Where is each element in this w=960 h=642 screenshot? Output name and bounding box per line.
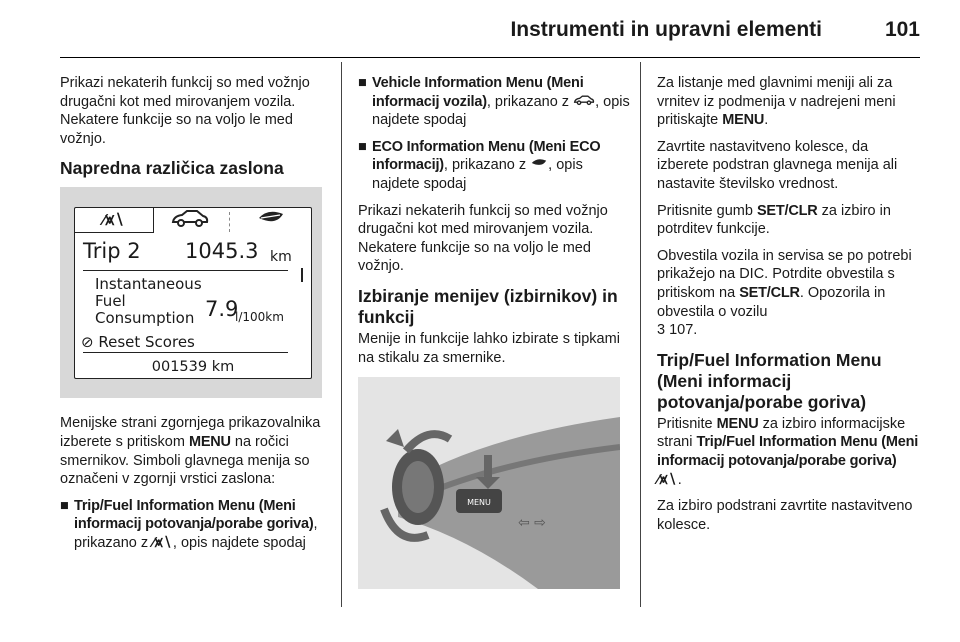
eco-leaf-icon	[530, 157, 548, 173]
page-number: 101	[884, 18, 920, 41]
reset-label: Reset Scores	[98, 333, 195, 352]
trip-value: 1045.3	[185, 239, 259, 264]
tab-divider	[229, 212, 230, 232]
display-line-3: Consumption	[95, 309, 195, 328]
section-heading: Trip/Fuel Information Menu (Meni informacij potovanja/porabe goriva)	[657, 349, 882, 412]
vehicle-icon	[573, 94, 595, 110]
column-1	[60, 74, 332, 561]
odometer: 001539 km	[151, 359, 235, 376]
display-line-2: Fuel	[95, 292, 126, 311]
paragraph: Prikazi nekaterih funkcij so med vožnjo drugačni kot med mirovanjem vozila. Nekatere funkcije so na voljo le med vožnjo.	[358, 202, 608, 275]
intro-paragraph: Prikazi nekaterih funkcij so med vožnjo drugačni kot med mirovanjem vozila. Nekatere funkcije so na voljo le med vožnjo.	[60, 75, 310, 147]
column-3	[657, 74, 921, 542]
trip-label: Trip 2	[83, 239, 141, 264]
paragraph: Pritisnite MENU za izbiro informacijske strani Trip/Fuel Information Menu (Meni informacij potovanja/porabe goriva) ∕⩙∖.	[657, 415, 919, 488]
eco-leaf-icon	[231, 208, 311, 234]
scroll-indicator	[301, 268, 303, 282]
bullet-eco-info: ■ ECO Information Menu (Meni ECO informacij), prikazano z , opis najdete spodaj	[358, 138, 601, 192]
svg-text:⇦ ⇨: ⇦ ⇨	[518, 515, 546, 532]
check-circle-icon: ⊘	[81, 333, 94, 352]
display-illustration	[60, 187, 322, 398]
consumption-unit: l/100km	[235, 310, 284, 325]
paragraph: Menije in funkcije lahko izbirate s tipkami na stikalu za smernike.	[358, 330, 620, 366]
paragraph: Za izbiro podstrani zavrtite nastavitveno kolesce.	[657, 498, 913, 533]
paragraph: Obvestila vozila in servisa se po potrebi prikažejo na DIC. Potrdite obvestila s pritiskom na SET/CLR. Opozorila in obvestila o vozilu 3 107.	[657, 247, 912, 339]
menu-paragraph: Menijske strani zgornjega prikazovalnika izberete s pritiskom MENU na ročici smernikov. Simboli glavnega menija so označeni v zgornji vrstici zaslona:	[60, 415, 321, 488]
column-2	[358, 74, 632, 589]
display-line-1: Instantaneous	[95, 275, 202, 294]
vehicle-icon	[155, 208, 225, 234]
section-heading: Napredna različica zaslona	[60, 158, 284, 179]
screen-divider	[83, 270, 288, 271]
screen-divider	[83, 352, 288, 353]
trip-fuel-icon: ∕⩙∖	[657, 471, 678, 488]
column-divider	[341, 62, 342, 607]
paragraph: Pritisnite gumb SET/CLR za izbiro in potrditev funkcije.	[657, 202, 891, 238]
bullet-vehicle-info: ■ Vehicle Information Menu (Meni informacij vozila), prikazano z , opis najdete spodaj	[358, 75, 630, 129]
section-heading: Izbiranje menijev (izbirnikov) in funkcij	[358, 285, 618, 327]
display-screen	[74, 207, 312, 379]
page-header	[60, 0, 920, 58]
header-rule	[60, 57, 920, 58]
trip-unit: km	[270, 249, 292, 266]
reset-scores	[81, 333, 195, 352]
trip-fuel-menu-icon: ∕⩙∖	[75, 208, 154, 233]
page-reference: 3 107.	[657, 322, 698, 339]
paragraph: Zavrtite nastavitveno kolesce, da izberete podstran glavnega menija ali nastavite številsko vrednost.	[657, 138, 898, 192]
column-divider	[640, 62, 641, 607]
paragraph: Za listanje med glavnimi meniji ali za vrnitev iz podmenija v nadrejeni meni pritiskajte MENU.	[657, 75, 896, 129]
stalk-photo	[358, 377, 620, 589]
trip-fuel-icon: ∕⩙∖	[152, 534, 173, 551]
consumption-value: 7.9	[205, 297, 239, 322]
bullet-trip-fuel: ■ Trip/Fuel Information Menu (Meni informacij potovanja/porabe goriva), prikazano z ∕⩙∖, opis najdete spodaj	[60, 497, 318, 551]
stalk-menu-label: MENU	[467, 498, 491, 508]
header-title: Instrumenti in upravni elementi	[510, 18, 822, 41]
